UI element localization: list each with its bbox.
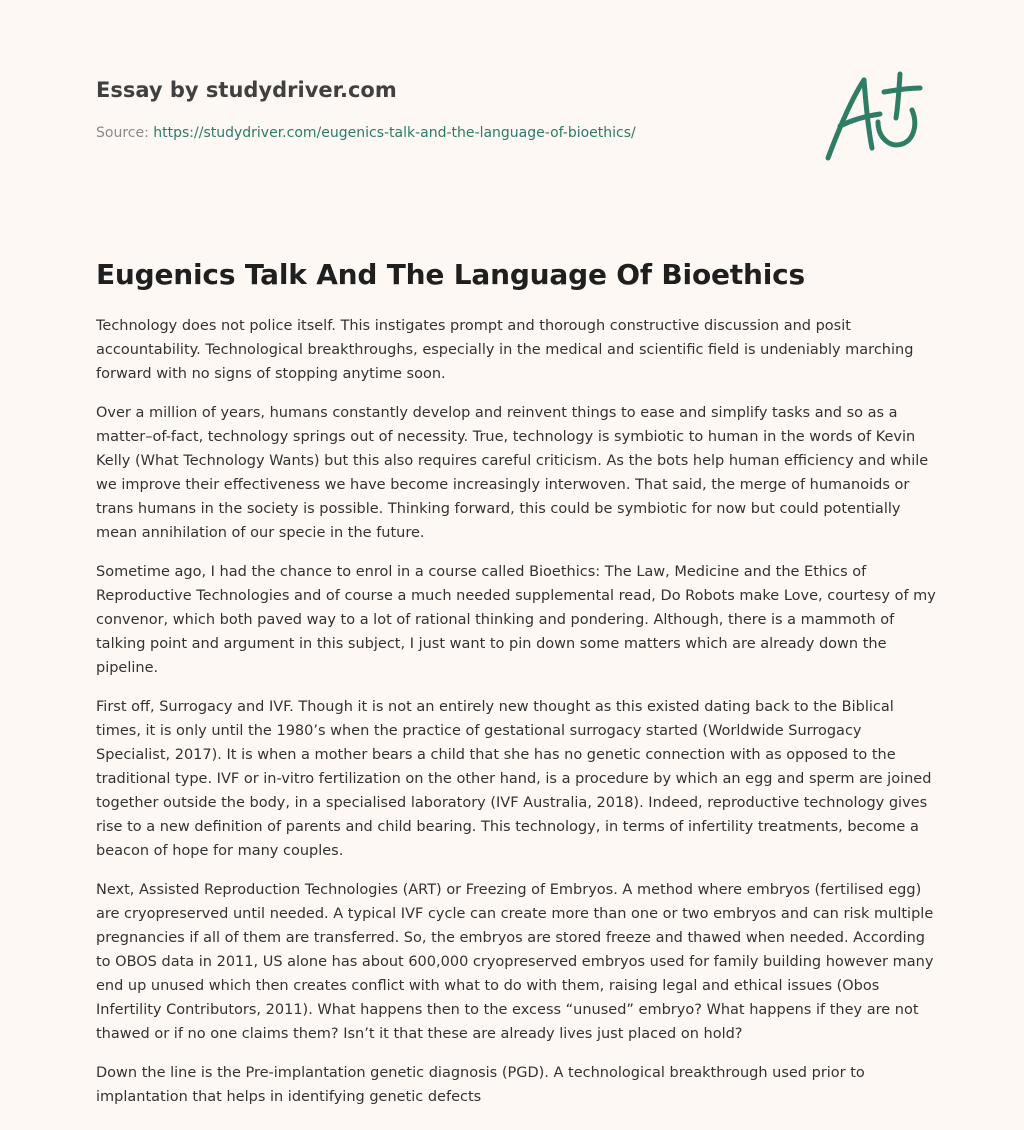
paragraph: First off, Surrogacy and IVF. Though it is not an entirely new thought as this existed dating back to the Biblical times, it is only until the 1980’s when the practice of gestational surrogacy started (Worldwide Surrogacy Specialist, 2017). It is when a mother bears a child that she has no genetic connection with as opposed to the traditional type. IVF or in-vitro fertilization on the other hand, is a procedure by which an egg and sperm are joined together outside the body, in a specialised laboratory (IVF Australia, 2018). Indeed, reproductive technology gives rise to a new definition of parents and child bearing. This technology, in terms of infertility treatments, become a beacon of hope for many couples. <box>96 699 932 859</box>
source-label: Source: <box>96 125 154 141</box>
paragraph: Sometime ago, I had the chance to enrol in a course called Bioethics: The Law, Medicine and the Ethics of Reproductive Technologies and of course a much needed supplemental read, Do Robots make Love, courtesy of my convenor, which both paved way to a lot of rational thinking and pondering. Although, there is a mammoth of talking point and argument in this subject, I just want to pin down some matters which are already down the pipeline. <box>96 564 936 676</box>
source-link[interactable]: https://studydriver.com/eugenics-talk-and-the-language-of-bioethics/ <box>153 125 636 141</box>
essay-title: Eugenics Talk And The Language Of Bioethics <box>96 258 805 291</box>
a-plus-logo-icon <box>818 66 930 166</box>
paragraph: Down the line is the Pre-implantation genetic diagnosis (PGD). A technological breakthrough used prior to implantation that helps in identifying genetic defects <box>96 1065 865 1105</box>
source-line <box>96 123 636 143</box>
paragraph: Over a million of years, humans constantly develop and reinvent things to ease and simplify tasks and so as a matter–of-fact, technology springs out of necessity. True, technology is symbiotic to human in the words of Kevin Kelly (What Technology Wants) but this also requires careful criticism. As the bots help human efficiency and while we improve their effectiveness we have become increasingly interwoven. That said, the merge of humanoids or trans humans in the society is possible. Thinking forward, this could be symbiotic for now but could potentially mean annihilation of our specie in the future. <box>96 405 929 541</box>
essay-body <box>96 314 936 1124</box>
paragraph: Next, Assisted Reproduction Technologies (ART) or Freezing of Embryos. A method where embryos (fertilised egg) are cryopreserved until needed. A typical IVF cycle can create more than one or two embryos and can risk multiple pregnancies if all of them are transferred. So, the embryos are stored freeze and thawed when needed. According to OBOS data in 2011, US alone has about 600,000 cryopreserved embryos used for family building however many end up unused which then creates conflict with what to do with them, raising legal and ethical issues (Obos Infertility Contributors, 2011). What happens then to the excess “unused” embryo? What happens if they are not thawed or if no one claims them? Isn’t it that these are already lives just placed on hold? <box>96 882 934 1042</box>
site-title: Essay by studydriver.com <box>96 78 397 102</box>
paragraph: Technology does not police itself. This instigates prompt and thorough constructive discussion and posit accountability. Technological breakthroughs, especially in the medical and scientific field is undeniably marching forward with no signs of stopping anytime soon. <box>96 318 914 382</box>
